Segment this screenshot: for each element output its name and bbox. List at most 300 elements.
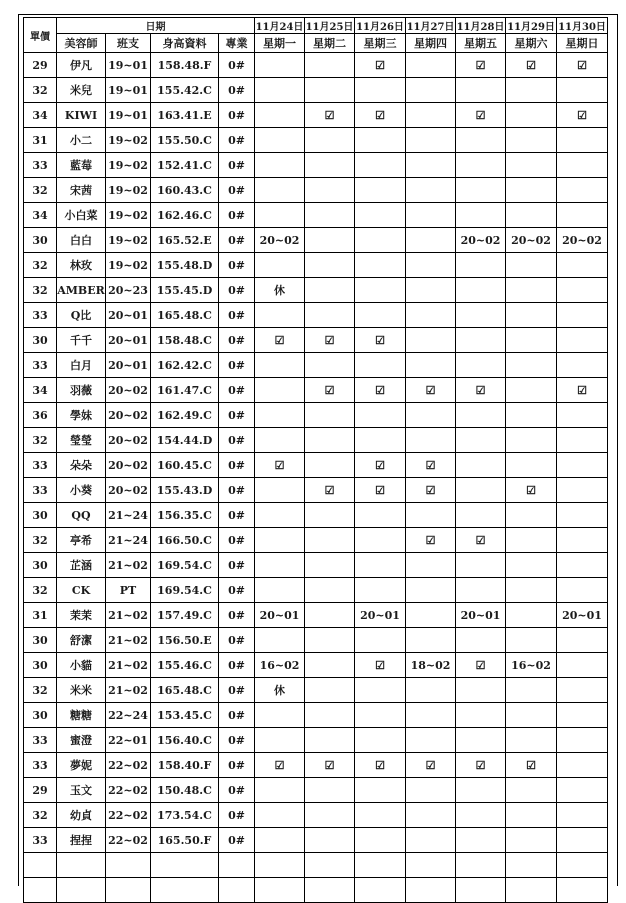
checkbox-checked-icon: ☑	[255, 753, 305, 778]
day-cell	[456, 728, 506, 753]
day-cell	[557, 503, 608, 528]
header-weekday-6: 星期六	[506, 34, 557, 53]
day-cell	[255, 703, 305, 728]
day-cell	[255, 203, 305, 228]
day-cell	[506, 178, 557, 203]
day-cell	[557, 153, 608, 178]
table-row	[24, 828, 608, 853]
day-cell	[355, 128, 406, 153]
day-cell	[305, 553, 355, 578]
day-cell	[456, 778, 506, 803]
specialty-cell	[219, 878, 255, 903]
class-code: 22~02	[106, 828, 151, 853]
day-cell	[557, 353, 608, 378]
day-cell	[355, 253, 406, 278]
checkbox-checked-icon: ☑	[355, 53, 406, 78]
price-cell: 32	[24, 278, 57, 303]
day-cell	[506, 103, 557, 128]
day-cell	[506, 728, 557, 753]
day-cell	[557, 853, 608, 878]
specialty-cell: 0#	[219, 78, 255, 103]
beautician-name: 小二	[57, 128, 106, 153]
day-cell	[557, 478, 608, 503]
day-cell	[355, 728, 406, 753]
day-cell	[456, 503, 506, 528]
checkbox-checked-icon: ☑	[406, 528, 456, 553]
day-cell	[456, 678, 506, 703]
table-row	[24, 78, 608, 103]
day-cell	[406, 778, 456, 803]
day-cell	[406, 603, 456, 628]
day-cell: 20~02	[557, 228, 608, 253]
specialty-cell: 0#	[219, 178, 255, 203]
price-cell: 32	[24, 528, 57, 553]
day-cell	[557, 728, 608, 753]
day-cell	[557, 803, 608, 828]
header-weekday-1: 星期一	[255, 34, 305, 53]
profile-cell: 155.43.D	[151, 478, 219, 503]
day-cell	[506, 578, 557, 603]
day-cell	[456, 328, 506, 353]
checkbox-checked-icon: ☑	[506, 53, 557, 78]
price-cell	[24, 853, 57, 878]
day-cell	[557, 453, 608, 478]
class-code: 22~02	[106, 803, 151, 828]
profile-cell: 169.54.C	[151, 553, 219, 578]
beautician-name: AMBER	[57, 278, 106, 303]
beautician-name: 小葵	[57, 478, 106, 503]
checkbox-checked-icon: ☑	[456, 103, 506, 128]
day-cell: 20~01	[456, 603, 506, 628]
table-row	[24, 128, 608, 153]
day-cell	[305, 453, 355, 478]
checkbox-checked-icon: ☑	[506, 753, 557, 778]
day-cell	[355, 528, 406, 553]
day-cell	[557, 878, 608, 903]
day-cell	[456, 303, 506, 328]
checkbox-checked-icon: ☑	[355, 653, 406, 678]
price-cell: 34	[24, 378, 57, 403]
table-row	[24, 753, 608, 778]
day-cell	[305, 153, 355, 178]
beautician-name: 白月	[57, 353, 106, 378]
day-cell	[255, 303, 305, 328]
price-cell: 31	[24, 128, 57, 153]
day-cell	[305, 803, 355, 828]
day-cell	[255, 428, 305, 453]
specialty-cell: 0#	[219, 353, 255, 378]
day-cell	[557, 753, 608, 778]
day-cell	[406, 78, 456, 103]
price-cell: 29	[24, 778, 57, 803]
specialty-cell: 0#	[219, 328, 255, 353]
day-cell	[456, 78, 506, 103]
day-cell	[506, 78, 557, 103]
day-cell	[255, 878, 305, 903]
day-cell	[456, 628, 506, 653]
day-cell	[255, 353, 305, 378]
class-code: 20~02	[106, 428, 151, 453]
price-cell: 30	[24, 703, 57, 728]
price-cell: 32	[24, 178, 57, 203]
header-date-group: 日期	[57, 18, 255, 34]
day-cell	[406, 203, 456, 228]
day-cell	[355, 228, 406, 253]
header-date-6: 11月29日	[506, 18, 557, 34]
checkbox-checked-icon: ☑	[456, 653, 506, 678]
day-cell	[506, 353, 557, 378]
price-cell: 33	[24, 303, 57, 328]
day-cell	[506, 378, 557, 403]
class-code: 21~24	[106, 503, 151, 528]
day-cell	[557, 303, 608, 328]
price-cell: 29	[24, 53, 57, 78]
profile-cell: 165.50.F	[151, 828, 219, 853]
day-cell	[305, 403, 355, 428]
day-cell: 16~02	[506, 653, 557, 678]
day-cell	[506, 528, 557, 553]
profile-cell: 155.48.D	[151, 253, 219, 278]
beautician-name: 舒潔	[57, 628, 106, 653]
day-cell	[406, 328, 456, 353]
day-cell	[355, 503, 406, 528]
day-cell	[355, 853, 406, 878]
day-cell	[456, 828, 506, 853]
day-cell: 20~01	[557, 603, 608, 628]
day-cell	[406, 628, 456, 653]
day-cell	[305, 853, 355, 878]
table-row	[24, 553, 608, 578]
day-cell	[255, 53, 305, 78]
day-cell	[456, 478, 506, 503]
specialty-cell: 0#	[219, 153, 255, 178]
header-date-1: 11月24日	[255, 18, 305, 34]
table-row	[24, 428, 608, 453]
day-cell	[506, 503, 557, 528]
checkbox-checked-icon: ☑	[305, 753, 355, 778]
specialty-cell: 0#	[219, 253, 255, 278]
day-cell	[456, 803, 506, 828]
day-cell	[406, 178, 456, 203]
beautician-name: 林玫	[57, 253, 106, 278]
header-date-7: 11月30日	[557, 18, 608, 34]
header-price: 單價	[24, 18, 57, 53]
table-row	[24, 878, 608, 903]
checkbox-checked-icon: ☑	[305, 478, 355, 503]
specialty-cell: 0#	[219, 753, 255, 778]
header-date-5: 11月28日	[456, 18, 506, 34]
table-row	[24, 328, 608, 353]
profile-cell: 158.40.F	[151, 753, 219, 778]
profile-cell: 155.42.C	[151, 78, 219, 103]
day-cell	[355, 303, 406, 328]
table-row	[24, 653, 608, 678]
table-row	[24, 453, 608, 478]
class-code: 20~23	[106, 278, 151, 303]
header-class: 班支	[106, 34, 151, 53]
table-row	[24, 253, 608, 278]
checkbox-checked-icon: ☑	[456, 378, 506, 403]
profile-cell: 158.48.F	[151, 53, 219, 78]
table-row	[24, 628, 608, 653]
day-cell: 20~02	[456, 228, 506, 253]
day-cell	[456, 453, 506, 478]
beautician-name: 瑩瑩	[57, 428, 106, 453]
profile-cell: 165.52.E	[151, 228, 219, 253]
specialty-cell: 0#	[219, 403, 255, 428]
day-cell	[305, 353, 355, 378]
day-cell	[406, 828, 456, 853]
day-cell	[355, 803, 406, 828]
schedule-table	[23, 17, 608, 903]
day-cell	[305, 628, 355, 653]
day-cell	[305, 603, 355, 628]
profile-cell: 156.35.C	[151, 503, 219, 528]
price-cell: 32	[24, 253, 57, 278]
day-cell	[355, 153, 406, 178]
price-cell: 33	[24, 453, 57, 478]
day-cell	[406, 353, 456, 378]
day-cell	[557, 278, 608, 303]
day-cell	[506, 853, 557, 878]
specialty-cell: 0#	[219, 303, 255, 328]
checkbox-checked-icon: ☑	[355, 378, 406, 403]
specialty-cell: 0#	[219, 53, 255, 78]
class-code: 19~02	[106, 253, 151, 278]
specialty-cell: 0#	[219, 278, 255, 303]
day-cell	[305, 503, 355, 528]
beautician-name: 亭希	[57, 528, 106, 553]
day-cell	[355, 678, 406, 703]
price-cell: 32	[24, 578, 57, 603]
specialty-cell: 0#	[219, 603, 255, 628]
day-cell	[406, 128, 456, 153]
table-row	[24, 478, 608, 503]
beautician-name: 米兒	[57, 78, 106, 103]
class-code: 19~01	[106, 103, 151, 128]
day-cell	[557, 828, 608, 853]
beautician-name: Q比	[57, 303, 106, 328]
checkbox-checked-icon: ☑	[305, 328, 355, 353]
table-row	[24, 728, 608, 753]
day-cell	[255, 503, 305, 528]
beautician-name: 捏捏	[57, 828, 106, 853]
day-cell	[506, 703, 557, 728]
specialty-cell: 0#	[219, 578, 255, 603]
day-cell	[305, 228, 355, 253]
day-cell	[305, 303, 355, 328]
day-cell	[305, 428, 355, 453]
day-cell: 休	[255, 278, 305, 303]
class-code: 21~02	[106, 628, 151, 653]
profile-cell: 162.49.C	[151, 403, 219, 428]
specialty-cell: 0#	[219, 428, 255, 453]
table-row	[24, 353, 608, 378]
specialty-cell: 0#	[219, 128, 255, 153]
day-cell	[557, 428, 608, 453]
profile-cell: 165.48.C	[151, 678, 219, 703]
class-code: 20~01	[106, 353, 151, 378]
specialty-cell: 0#	[219, 653, 255, 678]
table-row	[24, 528, 608, 553]
day-cell	[506, 128, 557, 153]
specialty-cell: 0#	[219, 553, 255, 578]
specialty-cell: 0#	[219, 703, 255, 728]
header-weekday-7: 星期日	[557, 34, 608, 53]
day-cell	[255, 253, 305, 278]
price-cell: 32	[24, 78, 57, 103]
day-cell	[506, 428, 557, 453]
header-row-dates	[24, 18, 608, 34]
specialty-cell: 0#	[219, 728, 255, 753]
day-cell	[456, 253, 506, 278]
day-cell	[506, 828, 557, 853]
day-cell	[305, 878, 355, 903]
table-row	[24, 153, 608, 178]
day-cell	[506, 403, 557, 428]
day-cell	[355, 353, 406, 378]
class-code: 22~01	[106, 728, 151, 753]
price-cell: 33	[24, 478, 57, 503]
beautician-name: CK	[57, 578, 106, 603]
profile-cell: 166.50.C	[151, 528, 219, 553]
day-cell	[255, 628, 305, 653]
day-cell	[557, 403, 608, 428]
profile-cell: 161.47.C	[151, 378, 219, 403]
day-cell	[406, 278, 456, 303]
checkbox-checked-icon: ☑	[355, 453, 406, 478]
header-weekday-5: 星期五	[456, 34, 506, 53]
class-code: 19~02	[106, 128, 151, 153]
profile-cell: 155.45.D	[151, 278, 219, 303]
class-code: 21~02	[106, 603, 151, 628]
price-cell: 33	[24, 753, 57, 778]
profile-cell: 150.48.C	[151, 778, 219, 803]
day-cell	[305, 78, 355, 103]
day-cell	[557, 653, 608, 678]
day-cell	[506, 303, 557, 328]
price-cell: 31	[24, 603, 57, 628]
day-cell	[355, 203, 406, 228]
day-cell	[456, 153, 506, 178]
price-cell: 30	[24, 228, 57, 253]
day-cell	[456, 878, 506, 903]
profile-cell: 162.46.C	[151, 203, 219, 228]
day-cell	[456, 178, 506, 203]
day-cell	[557, 703, 608, 728]
profile-cell	[151, 878, 219, 903]
beautician-name: 藍莓	[57, 153, 106, 178]
day-cell	[506, 628, 557, 653]
day-cell	[255, 378, 305, 403]
day-cell	[305, 53, 355, 78]
table-row	[24, 53, 608, 78]
checkbox-checked-icon: ☑	[456, 753, 506, 778]
day-cell	[355, 428, 406, 453]
checkbox-checked-icon: ☑	[456, 53, 506, 78]
price-cell: 33	[24, 353, 57, 378]
day-cell	[255, 778, 305, 803]
table-row	[24, 703, 608, 728]
profile-cell: 155.46.C	[151, 653, 219, 678]
day-cell	[255, 403, 305, 428]
day-cell	[506, 453, 557, 478]
table-row	[24, 503, 608, 528]
class-code: 20~02	[106, 453, 151, 478]
day-cell	[406, 403, 456, 428]
beautician-name: 小貓	[57, 653, 106, 678]
day-cell	[255, 728, 305, 753]
class-code	[106, 878, 151, 903]
checkbox-checked-icon: ☑	[355, 478, 406, 503]
day-cell	[456, 128, 506, 153]
table-row	[24, 403, 608, 428]
table-row	[24, 103, 608, 128]
profile-cell: 162.42.C	[151, 353, 219, 378]
header-row-columns	[24, 34, 608, 53]
day-cell	[557, 678, 608, 703]
class-code: 21~02	[106, 653, 151, 678]
day-cell	[456, 578, 506, 603]
class-code: 19~02	[106, 228, 151, 253]
class-code: 20~01	[106, 303, 151, 328]
beautician-name: 伊凡	[57, 53, 106, 78]
day-cell	[506, 203, 557, 228]
table-row	[24, 853, 608, 878]
day-cell	[255, 578, 305, 603]
day-cell	[557, 203, 608, 228]
day-cell	[506, 603, 557, 628]
day-cell	[557, 78, 608, 103]
day-cell	[305, 278, 355, 303]
day-cell	[406, 853, 456, 878]
day-cell	[255, 478, 305, 503]
beautician-name: 千千	[57, 328, 106, 353]
day-cell	[255, 103, 305, 128]
class-code: 22~24	[106, 703, 151, 728]
specialty-cell: 0#	[219, 453, 255, 478]
beautician-name: 芷涵	[57, 553, 106, 578]
price-cell: 32	[24, 678, 57, 703]
profile-cell: 169.54.C	[151, 578, 219, 603]
profile-cell: 158.48.C	[151, 328, 219, 353]
day-cell	[255, 153, 305, 178]
day-cell	[506, 253, 557, 278]
beautician-name: 玉文	[57, 778, 106, 803]
checkbox-checked-icon: ☑	[255, 328, 305, 353]
specialty-cell: 0#	[219, 378, 255, 403]
day-cell	[355, 828, 406, 853]
class-code: 20~02	[106, 478, 151, 503]
table-row	[24, 303, 608, 328]
class-code: 20~02	[106, 403, 151, 428]
day-cell	[456, 203, 506, 228]
header-date-4: 11月27日	[406, 18, 456, 34]
price-cell: 30	[24, 628, 57, 653]
day-cell	[506, 778, 557, 803]
day-cell	[456, 428, 506, 453]
beautician-name: 小白菜	[57, 203, 106, 228]
day-cell	[355, 878, 406, 903]
price-cell: 33	[24, 828, 57, 853]
day-cell	[456, 553, 506, 578]
day-cell	[456, 403, 506, 428]
specialty-cell: 0#	[219, 828, 255, 853]
day-cell	[255, 528, 305, 553]
day-cell	[456, 853, 506, 878]
price-cell: 30	[24, 653, 57, 678]
day-cell	[255, 128, 305, 153]
